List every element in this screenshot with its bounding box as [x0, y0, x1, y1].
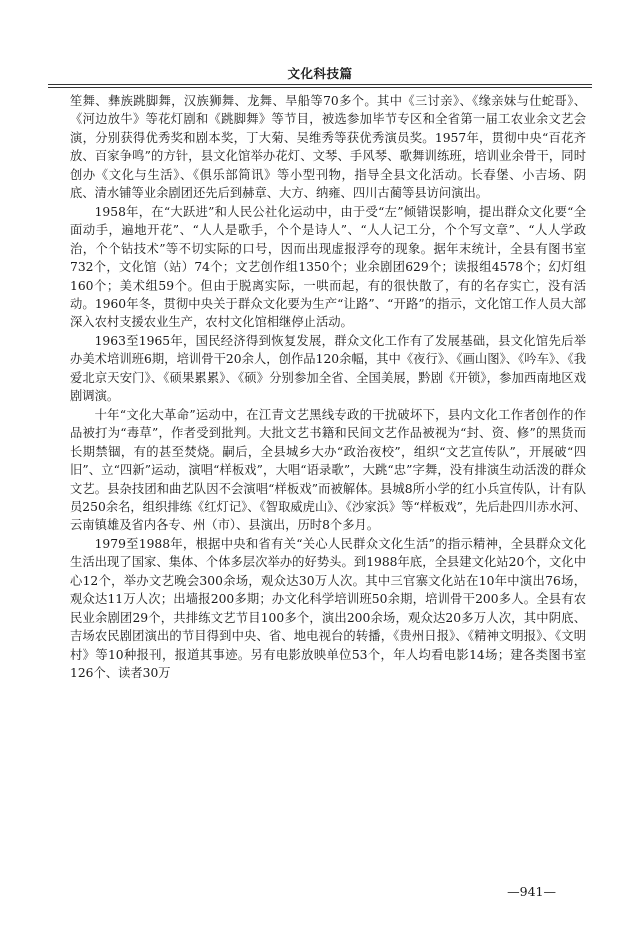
paragraph-4: 十年“文化大革命”运动中，在江青文艺黑线专政的干扰破坏下，县内文化工作者创作的作品被打为“毒草”，作者受到批判。大批文艺书籍和民间文艺作品被视为“封、资、修”的黑货而长期禁锢，有的甚至焚烧。嗣后，全县城乡大办“政治夜校”，组织“文艺宣传队”，开展破“四旧”、立“四新”运动，演唱“样板戏”，大唱“语录歌”，大跳“忠”字舞，没有排演生动活泼的群众文艺。县杂技团和曲艺队因不会演唱“样板戏”而被解体。县城8所小学的红小兵宣传队，计有队员250余名，组织排练《红灯记》、《智取威虎山》、《沙家浜》等“样板戏”，先后赴四川赤水河、云南镇雄及省内各专、州（市）、县演出，历时8个多月。	[70, 407, 586, 533]
paragraph-3: 1963至1965年，国民经济得到恢复发展，群众文化工作有了发展基础，县文化馆先后举办美术培训班6期，培训骨干20余人，创作品120余幅，其中《夜行》、《画山图》、《吟车》、《我爱北京天安门》、《硕果累累》、《硕》分别参加全省、全国美展，黔剧《开锁》，参加西南地区戏剧调演。	[70, 333, 586, 404]
header-rule-thin	[48, 87, 592, 88]
running-header: 文化科技篇	[287, 66, 353, 81]
paragraph-1: 笙舞、彝族跳脚舞，汉族狮舞、龙舞、旱船等70多个。其中《三讨亲》、《缘亲妹与仕蛇哥》、《河边放牛》等花灯剧和《跳脚舞》等节目，被选参加毕节专区和全省第一届工农业余文艺会演，分别获得优秀奖和剧本奖，丁大菊、吴维秀等获优秀演员奖。1957年，贯彻中央“百花齐放、百家争鸣”的方针，县文化馆举办花灯、文琴、手风琴、歌舞训练班，培训业余骨干，同时创办《文化与生活》、《俱乐部简讯》等小型刊物，指导全县文化活动。长春堡、小吉场、阴底、清水铺等业余剧团还先后到赫章、大方、纳雍、四川古蔺等县访问演出。	[70, 94, 586, 201]
paragraph-5: 1979至1988年，根据中央和省有关“关心人民群众文化生活”的指示精神，全县群众文化生活出现了国家、集体、个体多层次举办的好势头。到1988年底，全县建文化站20个，文化中心12个，举办文艺晚会300余场，观众达30万人次。其中三官寨文化站在10年中演出76场，观众达11万人次；出墙报200多期；办文化科学培训班50余期，培训骨干200多人。全县有农民业余剧团29个，共排练文艺节目100多个，演出200余场，观众达20多万人次，其中阴底、吉场农民剧团演出的节目得到中央、省、地电视台的转播，《贵州日报》、《精神文明报》、《文明村》等10种报刊，报道其事迹。另有电影放映单位53个，年人均看电影14场；建各类图书室126个、读者30万	[70, 536, 586, 681]
body-text	[70, 92, 586, 683]
header-rule	[48, 84, 592, 85]
page-number: —941—	[507, 884, 556, 899]
paragraph-2: 1958年，在“大跃进”和人民公社化运动中，由于受“左”倾错误影响，提出群众文化要“全面动手，遍地开花”、“人人是歌手，个个是诗人”、“人人记工分，个个写文章”、“人人学政治，个个钻技术”等不切实际的口号，因而出现虚报浮夸的现象。据年末统计，全县有图书室732个，文化馆（站）74个；文艺创作组1350个；业余剧团629个；读报组4578个；幻灯组160个；美术组59个。但由于脱离实际，一哄而起，有的很快散了，有的名存实亡，没有活动。1960年冬，贯彻中央关于群众文化要为生产“让路”、“开路”的指示，文化馆工作人员大部深入农村支援农业生产，农村文化馆相继停止活动。	[70, 204, 586, 330]
